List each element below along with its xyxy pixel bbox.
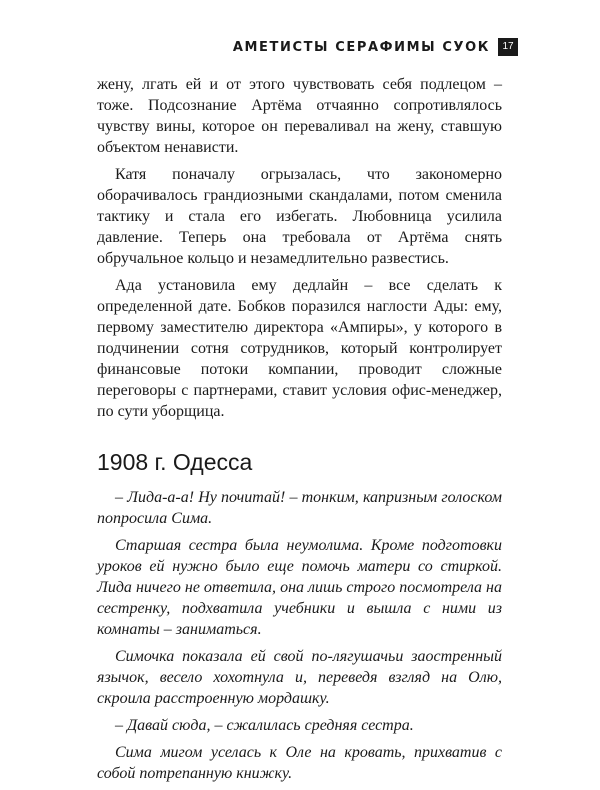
paragraph-italic: – Лида-а-а! Ну почитай! – тонким, капризным голоском попросила Сима. [97, 489, 502, 527]
page-number: 17 [498, 38, 518, 56]
running-title: АМЕТИСТЫ СЕРАФИМЫ СУОК [232, 39, 490, 55]
paragraph: Катя поначалу огрызалась, что закономерно оборачивалось грандиозными скандалами, потом сменила тактику и стала его избегать. Любовница усилила давление. Теперь она требовала от Артёма снять обручальное кольцо и незамедлительно развестись. [97, 166, 502, 267]
running-header [233, 38, 518, 56]
paragraph-italic: Старшая сестра была неумолима. Кроме подготовки уроков ей нужно было еще помочь матери со стиркой. Лида ничего не ответила, она лишь строго посмотрела на сестренку, подхватила учебники и вышла с ними из комнаты – заниматься. [97, 537, 502, 638]
section-heading: 1908 г. Одесса [97, 449, 253, 475]
paragraph: жену, лгать ей и от этого чувствовать себя подлецом – тоже. Подсознание Артёма отчаянно сопротивлялось чувству вины, которое он переваливал на жену, ставшую объектом ненависти. [97, 76, 502, 156]
paragraph-italic: Сима мигом уселась к Оле на кровать, прихватив с собой потрепанную книжку. [97, 744, 502, 782]
paragraph-italic: Симочка показала ей свой по-лягушачьи заостренный язычок, весело хохотнула и, переведя взгляд на Олю, скроила расстроенную мордашку. [97, 648, 502, 707]
paragraph-italic: – Давай сюда, – сжалилась средняя сестра. [115, 717, 414, 734]
paragraph: Ада установила ему дедлайн – все сделать к определенной дате. Бобков поразился наглости Ады: ему, первому заместителю директора «Ампиры», у которого в подчинении сотня сотрудников, который контролирует финансовые потоки компании, проводит сложные переговоры с партнерами, ставит условия офис-менеджер, по сути уборщица. [97, 277, 502, 420]
page-body [97, 74, 502, 790]
